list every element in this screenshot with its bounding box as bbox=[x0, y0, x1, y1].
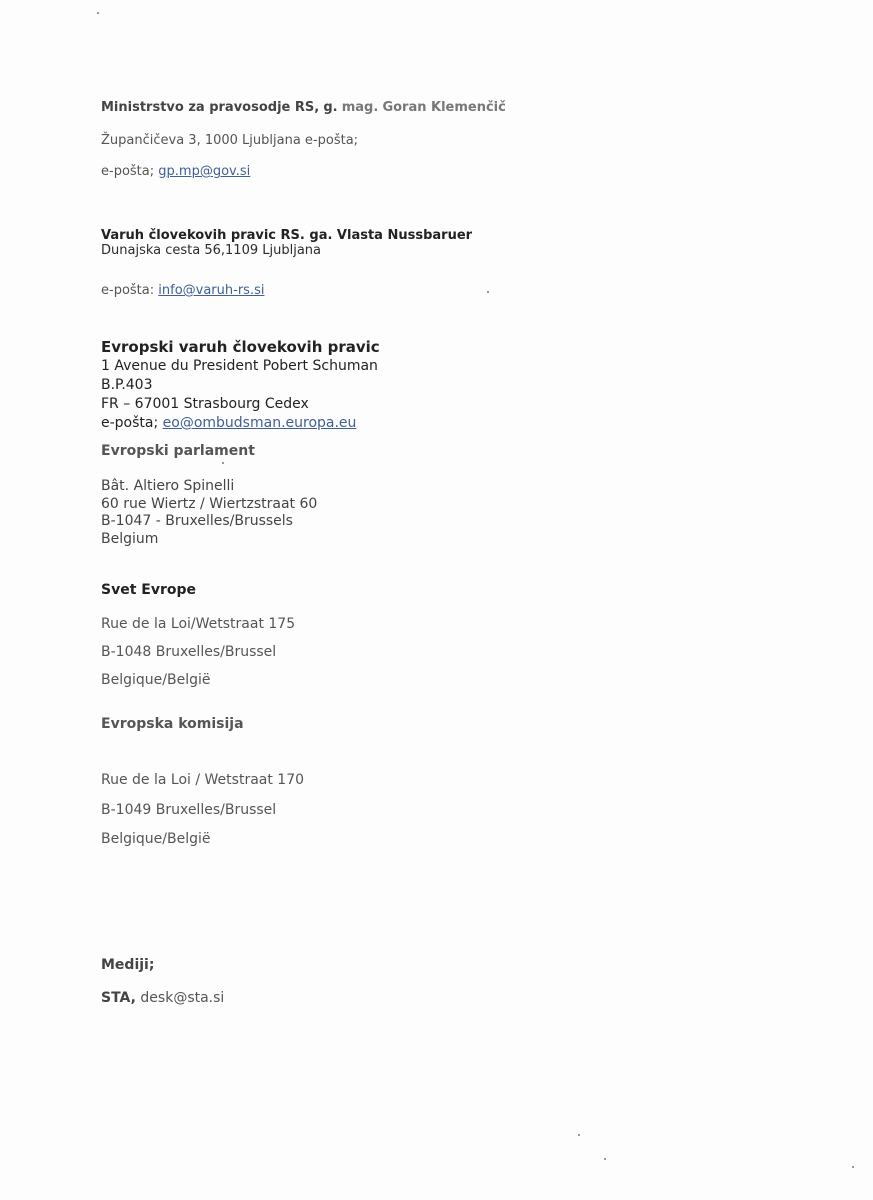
ministry-block bbox=[101, 100, 506, 115]
ministry-email-line bbox=[101, 164, 250, 179]
ombudsman-rs-email-link[interactable]: info@varuh-rs.si bbox=[158, 283, 265, 298]
ministry-heading bbox=[101, 100, 506, 115]
european-commission-address-line: B-1049 Bruxelles/Brussel bbox=[101, 801, 277, 818]
scan-speck bbox=[604, 1158, 606, 1160]
ombudsman-rs-block bbox=[101, 228, 472, 258]
council-of-europe-address-line: Belgique/België bbox=[101, 672, 211, 688]
scan-speck bbox=[852, 1166, 854, 1168]
council-of-europe-heading: Svet Evrope bbox=[101, 582, 196, 598]
european-parliament-address-line: Belgium bbox=[101, 530, 159, 547]
european-ombudsman-email-line bbox=[101, 414, 380, 433]
european-ombudsman-name: Evropski varuh človekovih pravic bbox=[101, 338, 380, 356]
ministry-email-label: e-pošta; bbox=[101, 164, 155, 179]
council-of-europe-address bbox=[101, 610, 295, 694]
european-parliament-heading: Evropski parlament bbox=[101, 443, 255, 459]
ministry-name: Ministrstvo za pravosodje RS, bbox=[101, 100, 320, 115]
council-of-europe-address-line: Rue de la Loi/Wetstraat 175 bbox=[101, 616, 296, 632]
european-ombudsman-address-line: 1 Avenue du President Pobert Schuman bbox=[101, 358, 378, 374]
european-parliament-address-line: B-1047 - Bruxelles/Brussels bbox=[101, 513, 293, 529]
media-line bbox=[101, 990, 224, 1006]
media-agency: STA, bbox=[101, 990, 136, 1006]
ministry-title-prefix: mag. bbox=[341, 100, 379, 115]
european-commission-heading: Evropska komisija bbox=[101, 716, 244, 732]
media-heading: Mediji; bbox=[101, 957, 155, 973]
european-commission-address bbox=[101, 766, 304, 855]
european-parliament-address-line: 60 rue Wiertz / Wiertzstraat 60 bbox=[101, 495, 318, 512]
scan-speck bbox=[487, 291, 489, 293]
council-of-europe-address-line: B-1048 Bruxelles/Brussel bbox=[101, 644, 277, 660]
ombudsman-rs-name: Varuh človekovih pravic RS. bbox=[101, 228, 305, 243]
european-commission-address-line: Belgique/België bbox=[101, 831, 211, 847]
european-commission-address-line: Rue de la Loi / Wetstraat 170 bbox=[101, 772, 305, 788]
scan-speck bbox=[97, 12, 99, 14]
ombudsman-rs-email-label: e-pošta: bbox=[101, 283, 155, 298]
european-ombudsman-email-link[interactable]: eo@ombudsman.europa.eu bbox=[162, 415, 357, 431]
ombudsman-rs-heading bbox=[101, 228, 472, 243]
scan-speck bbox=[222, 462, 224, 464]
scan-speck bbox=[578, 1134, 580, 1136]
ombudsman-rs-address: Dunajska cesta 56,1109 Ljubljana bbox=[101, 243, 321, 258]
ministry-address: Župančičeva 3, 1000 Ljubljana e-pošta; bbox=[101, 133, 359, 148]
european-ombudsman-address-line: B.P.403 bbox=[101, 377, 153, 393]
european-parliament-address bbox=[101, 478, 317, 548]
ombudsman-rs-person: ga. Vlasta Nussbaruer bbox=[309, 228, 473, 243]
media-email: desk@sta.si bbox=[140, 990, 225, 1006]
ombudsman-rs-email-line bbox=[101, 283, 264, 298]
european-ombudsman-address-line: FR – 67001 Strasbourg Cedex bbox=[101, 396, 309, 412]
european-ombudsman-email-label: e-pošta; bbox=[101, 415, 159, 431]
european-ombudsman-block bbox=[101, 338, 380, 433]
ministry-person: Goran Klemenčič bbox=[382, 100, 506, 115]
european-parliament-address-line: Bât. Altiero Spinelli bbox=[101, 478, 235, 494]
ministry-honorific: g. bbox=[323, 100, 338, 115]
ministry-email-link[interactable]: gp.mp@gov.si bbox=[158, 164, 251, 179]
